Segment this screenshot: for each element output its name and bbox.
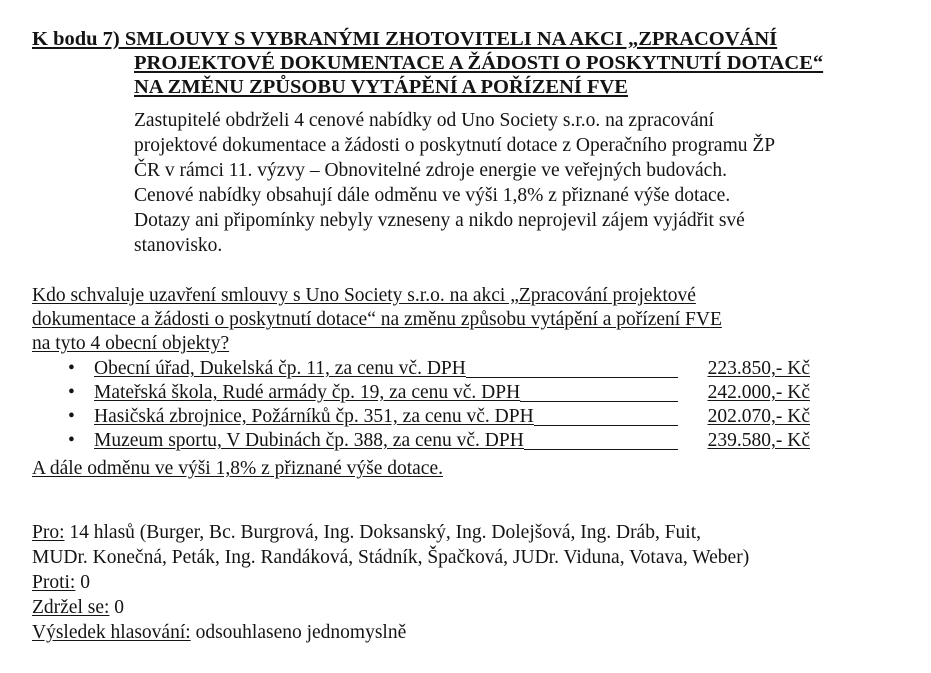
item-price: 239.580,- Kč [707,430,810,451]
bullet-icon: • [68,406,75,427]
list-item [32,381,810,405]
intro-line: projektové dokumentace a žádosti o poskytnutí dotace z Operačního programu ŽP [134,135,776,156]
item-description: Mateřská škola, Rudé armády čp. 19, za cenu vč. DPH [94,382,521,403]
intro-paragraph [134,108,894,258]
heading-line-1: K bodu 7) SMLOUVY S VYBRANÝMI ZHOTOVITELI NA AKCI „ZPRACOVÁNÍ [32,28,778,50]
pro-text: 14 hlasů (Burger, Bc. Burgrová, Ing. Doksanský, Ing. Dolejšová, Ing. Dráb, Fuit, [64,522,702,543]
question-line: na tyto 4 obecní objekty? [32,333,230,354]
heading-line-3: NA ZMĚNU ZPŮSOBU VYTÁPĚNÍ A POŘÍZENÍ FVE [134,76,628,98]
bullet-icon: • [68,358,75,379]
zdrzel-value: 0 [109,597,125,618]
proti-value: 0 [75,572,90,593]
bullet-icon: • [68,430,75,451]
pro-text-continued: MUDr. Konečná, Peták, Ing. Randáková, Stádník, Špačková, JUDr. Viduna, Votava, Weber) [32,547,750,568]
vote-pro [32,520,892,545]
intro-line: Zastupitelé obdrželi 4 cenové nabídky od Uno Society s.r.o. na zpracování [134,110,714,131]
heading-line-2: PROJEKTOVÉ DOKUMENTACE A ŽÁDOSTI O POSKYTNUTÍ DOTACE“ [134,52,824,74]
list-item [32,429,810,453]
list-item [32,405,810,429]
vote-result [32,520,892,645]
result-label: Výsledek hlasování: [32,622,191,643]
intro-line: stanovisko. [134,235,223,256]
agenda-item-heading [32,27,892,99]
object-list [32,357,822,453]
result-value: odsouhlaseno jednomyslně [190,622,407,643]
item-description: Hasičská zbrojnice, Požárníků čp. 351, za cenu vč. DPH [94,406,534,427]
reward-line: A dále odměnu ve výši 1,8% z přiznané výše dotace. [32,458,443,479]
item-description: Muzeum sportu, V Dubinách čp. 388, za cenu vč. DPH [94,430,524,451]
intro-line: Dotazy ani připomínky nebyly vzneseny a nikdo neprojevil zájem vyjádřit své [134,210,745,231]
list-item [32,357,810,381]
resolution-question [32,284,842,356]
vote-result-line [32,620,892,645]
item-price: 223.850,- Kč [707,358,810,379]
question-line: dokumentace a žádosti o poskytnutí dotace“ na změnu způsobu vytápění a pořízení FVE [32,309,722,330]
question-line: Kdo schvaluje uzavření smlouvy s Uno Society s.r.o. na akci „Zpracování projektové [32,285,696,306]
vote-proti [32,570,892,595]
item-price: 242.000,- Kč [707,382,810,403]
vote-zdrzel [32,595,892,620]
intro-line: Cenové nabídky obsahují dále odměnu ve výši 1,8% z přiznané výše dotace. [134,185,731,206]
pro-label: Pro: [32,522,65,543]
intro-line: ČR v rámci 11. výzvy – Obnovitelné zdroje energie ve veřejných budovách. [134,160,727,181]
zdrzel-label: Zdržel se: [32,597,110,618]
bullet-icon: • [68,382,75,403]
proti-label: Proti: [32,572,76,593]
item-description: Obecní úřad, Dukelská čp. 11, za cenu vč. DPH [94,358,466,379]
item-price: 202.070,- Kč [707,406,810,427]
